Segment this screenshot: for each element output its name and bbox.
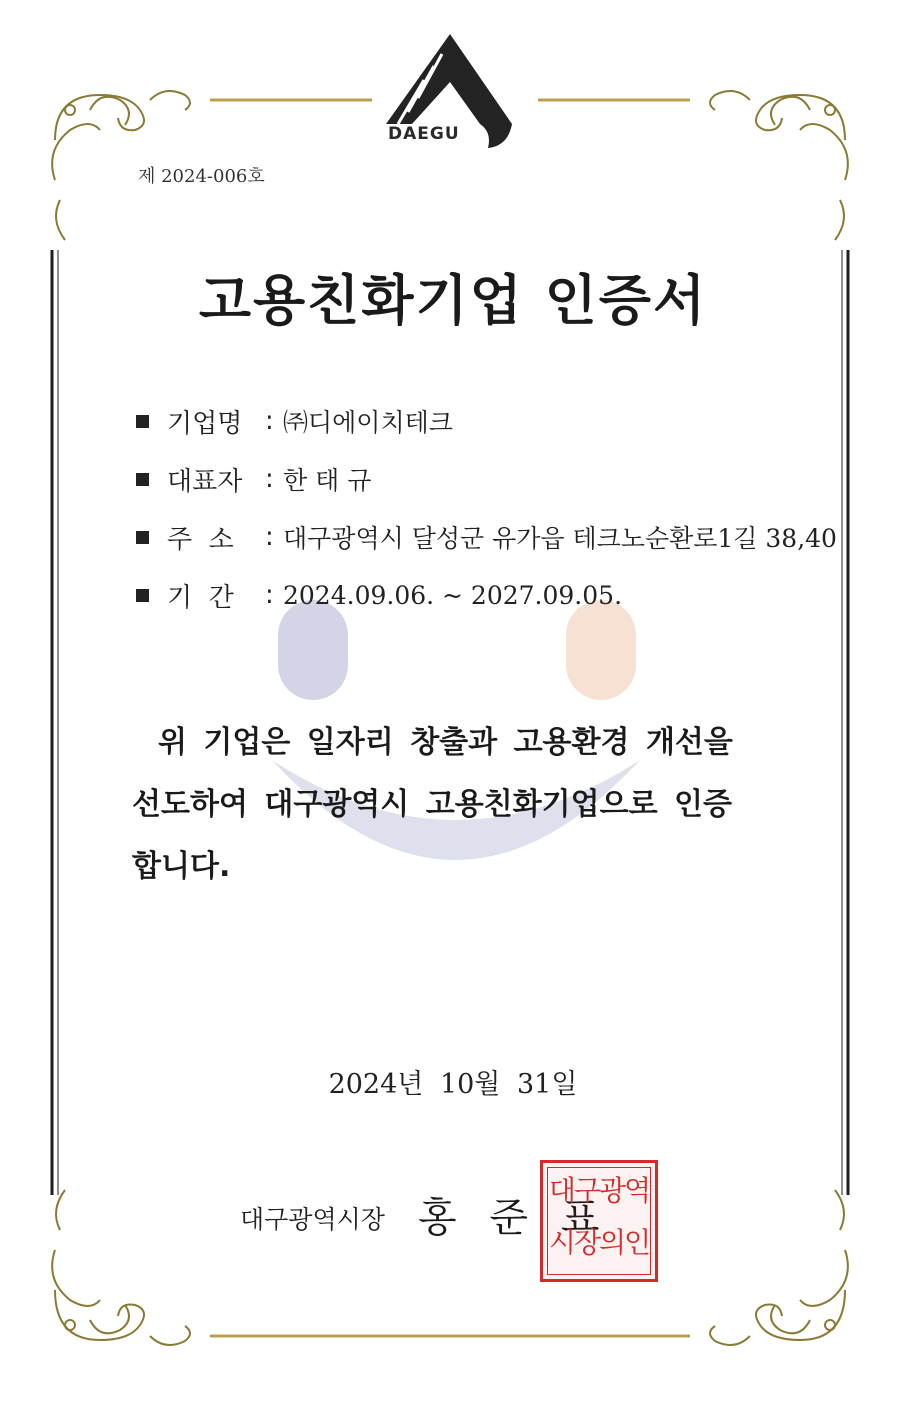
issuer-title: 대구광역시장 [240,1205,385,1234]
info-value: ㈜디에이치테크 [283,408,453,437]
daegu-logo-text: DAEGU [388,124,460,144]
issuer-name: 홍 준 표 [418,1195,610,1241]
seal-text-line: 대구광역 [548,1174,650,1207]
info-row-representative: 대표자 : 한 태 규 [136,450,856,508]
info-label: 대표자 [167,466,243,497]
seal-text-line: 시장의인 [548,1226,650,1259]
info-row-address: 주 소 : 대구광역시 달성군 유가읍 테크노순환로1길 38,40 [136,508,856,566]
info-value: 2024.09.06. ~ 2027.09.05. [283,580,623,610]
certificate-number: 제 2024-006호 [138,166,265,187]
bullet-square-icon [136,415,149,428]
statement-line: 합니다. [132,849,231,884]
certificate-title: 고용친화기업 인증서 [198,269,708,332]
issue-date: 2024년 10월 31일 [328,1069,578,1100]
official-seal-stamp [540,1160,658,1282]
bullet-square-icon [136,589,149,602]
company-info-list [136,392,856,624]
info-label: 주 소 [167,524,234,555]
corner-ornament-bottom-left [52,1190,190,1345]
bullet-square-icon [136,531,149,544]
bullet-square-icon [136,473,149,486]
info-label: 기 간 [167,582,234,613]
statement-line: 선도하여 대구광역시 고용친화기업으로 인증 [132,787,732,822]
corner-ornament-top-right [710,91,848,240]
info-row-period: 기 간 : 2024.09.06. ~ 2027.09.05. [136,566,856,624]
statement-line: 위 기업은 일자리 창출과 고용환경 개선을 [158,725,733,760]
info-value: 대구광역시 달성군 유가읍 테크노순환로1길 38,40 [283,524,837,553]
certification-statement [132,712,782,898]
corner-ornament-bottom-right [710,1190,848,1345]
info-value: 한 태 규 [283,466,372,495]
info-label: 기업명 [167,408,243,439]
info-row-company-name: 기업명 : ㈜디에이치테크 [136,392,856,450]
